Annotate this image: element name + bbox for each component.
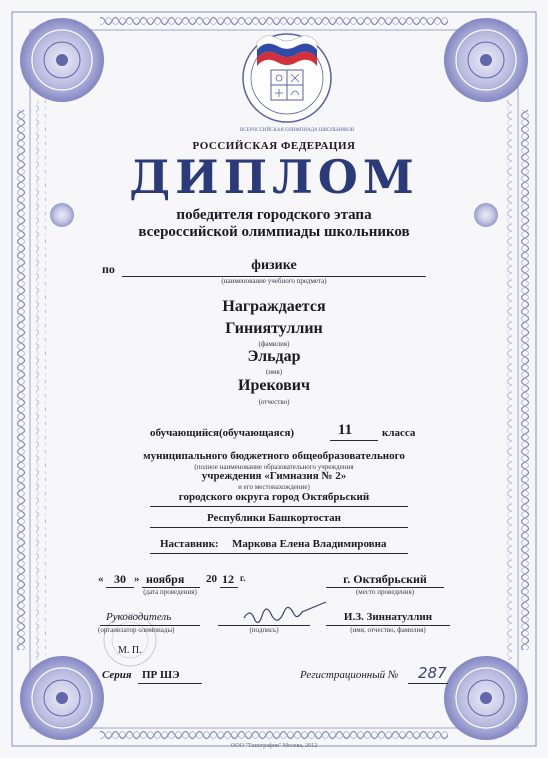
grade-underline <box>330 440 378 441</box>
subject-caption: (наименование учебного предмета) <box>221 277 327 285</box>
mentor-underline <box>150 553 408 554</box>
emblem-ring-text: ВСЕРОССИЙСКАЯ ОЛИМПИАДА ШКОЛЬНИКОВ <box>240 128 355 133</box>
series-value: ПР ШЭ <box>142 669 180 681</box>
subtitle-line-1: победителя городского этапа <box>176 207 372 223</box>
corner-rosette-bottom-right <box>444 656 528 740</box>
series-underline <box>138 683 202 684</box>
grade-value: 11 <box>337 422 353 438</box>
signature-caption: (подпись) <box>249 626 279 634</box>
registration-number: 287 <box>418 664 447 682</box>
mentor-value: Маркова Елена Владимировна <box>232 538 387 550</box>
date-day: 30 <box>114 572 126 586</box>
country-label: РОССИЙСКАЯ ФЕДЕРАЦИЯ <box>192 140 356 152</box>
mentor-label: Наставник: <box>160 538 219 550</box>
date-month: ноября <box>146 572 185 586</box>
school-caption-2: и его местонахождение) <box>238 483 310 491</box>
date-year-unit: г. <box>240 573 246 583</box>
school-line-3: городского округа город Октябрьский <box>178 491 370 503</box>
school-line-4: Республики Башкортостан <box>206 512 342 524</box>
patronymic-caption: (отчество) <box>258 398 290 406</box>
corner-rosette-top-left <box>20 18 104 102</box>
school-underline-4 <box>150 527 408 528</box>
signer-caption: (имя, отчество, фамилия) <box>350 626 426 634</box>
name-caption: (имя) <box>265 368 283 376</box>
registration-underline <box>408 683 448 684</box>
grade-suffix: класса <box>382 427 416 439</box>
place-caption: (место проведения) <box>355 588 415 596</box>
series-label: Серия <box>102 669 132 681</box>
signature-role-caption: (организатор олимпиады) <box>98 626 175 634</box>
date-caption: (дата проведения) <box>143 588 197 596</box>
diploma-title: ДИПЛОМ <box>129 150 419 204</box>
signature-scribble <box>244 602 326 623</box>
subject-value: физике <box>251 258 297 273</box>
date-year-suffix: 12 <box>222 572 234 586</box>
grade-label: обучающийся(обучающаяся) <box>150 427 295 439</box>
signature-role: Руководитель <box>106 611 172 623</box>
awardee-patronymic: Ирекович <box>238 377 310 394</box>
school-caption: (полное наименование образовательного учреждения <box>194 463 354 471</box>
date-open-quote: « <box>98 573 104 585</box>
surname-caption: (фамилия) <box>258 340 290 348</box>
school-underline-3 <box>150 506 408 507</box>
date-year-prefix: 20 <box>206 573 217 585</box>
awarded-label: Награждается <box>222 298 326 315</box>
place-value: г. Октябрьский <box>343 572 427 586</box>
subtitle-line-2: всероссийской олимпиады школьников <box>138 224 410 240</box>
awardee-surname: Гиниятуллин <box>225 320 323 337</box>
signer-name: И.З. Зиннатуллин <box>343 611 433 623</box>
stamp-label: М. П. <box>118 645 142 656</box>
school-line-2: учреждения «Гимназия № 2» <box>201 470 347 482</box>
olympiad-emblem <box>243 34 331 122</box>
printer-note: ООО "Типография" Москва, 2012 <box>230 743 318 749</box>
awardee-name: Эльдар <box>247 348 301 365</box>
school-line-1: муниципального бюджетного общеобразовательного <box>143 450 405 462</box>
subject-prefix: по <box>102 262 115 276</box>
corner-rosette-top-right <box>444 18 528 102</box>
date-year-underline <box>220 587 238 588</box>
corner-rosette-bottom-left <box>20 656 104 740</box>
registration-label: Регистрационный № <box>300 669 399 681</box>
date-close-quote: » <box>134 573 140 585</box>
